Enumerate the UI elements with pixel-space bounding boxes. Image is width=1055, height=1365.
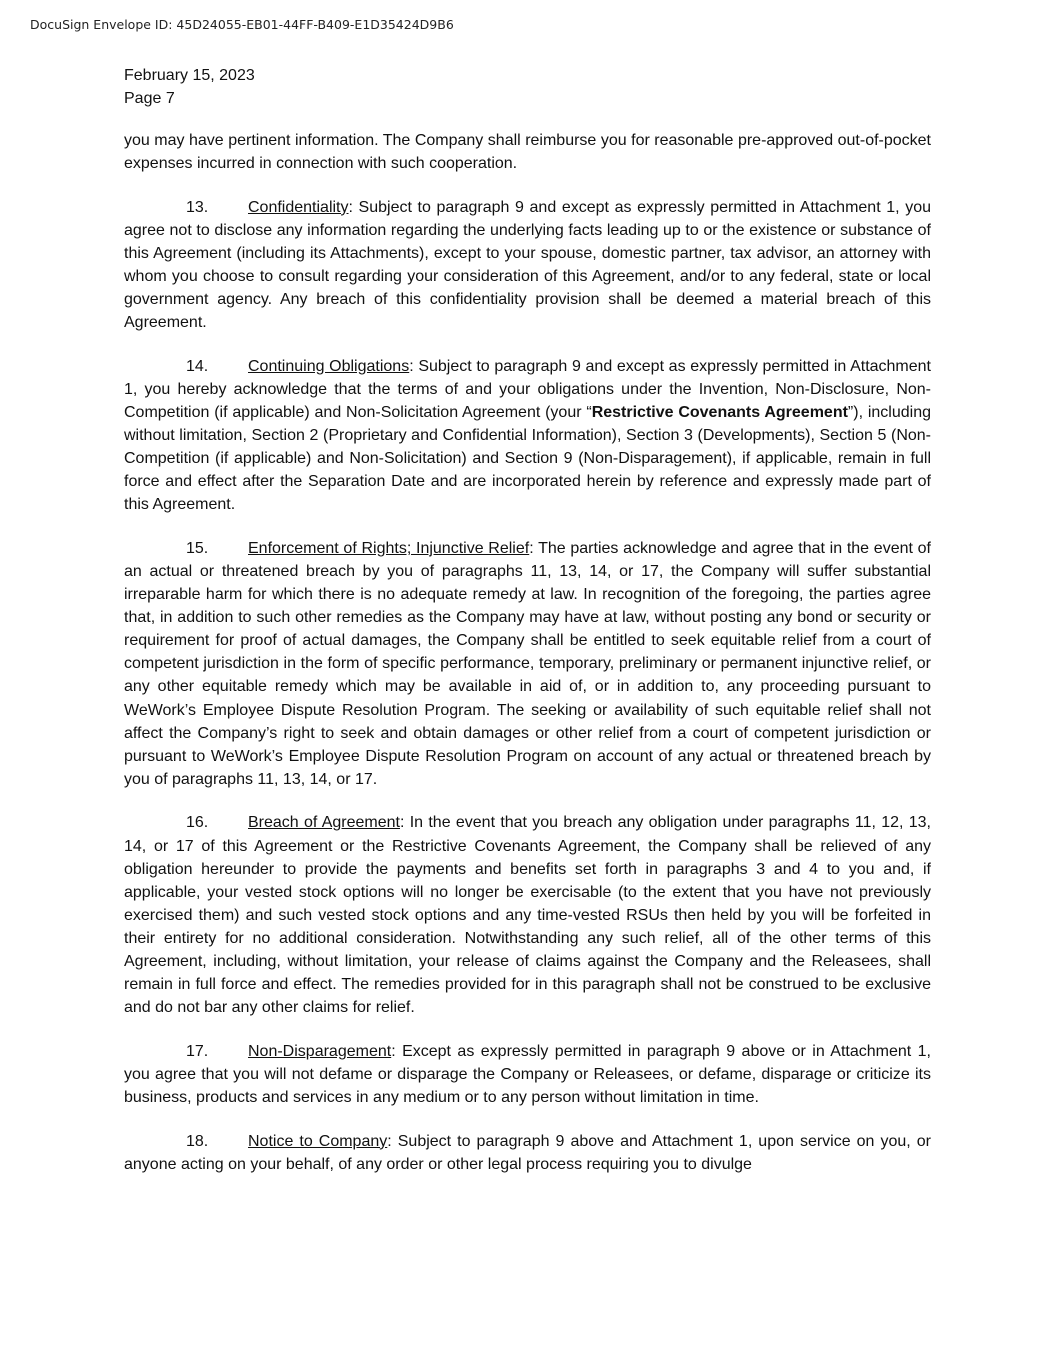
section-number: 17. [186, 1042, 209, 1060]
section-number: 16. [186, 814, 209, 832]
section-17 [124, 1040, 931, 1109]
section-number: 18. [186, 1132, 209, 1150]
section-number: 14. [186, 357, 209, 375]
continued-paragraph: you may have pertinent information. The Company shall reimburse you for reasonable pre-approved out-of-pocket expenses incurred in connection with such cooperation. [124, 132, 931, 173]
section-text: : Subject to paragraph 9 and except as expressly permitted in Attachment 1, you agree not to disclose any information regarding the underlying facts leading up to or the existence or substance of this Agreement (including its Attachments), except to your spouse, domestic partner, tax advisor, an attorney with whom you choose to consult regarding your consideration of this Agreement, and/or to any federal, state or local government agency. Any breach of this confidentiality provision shall be deemed a material breach of this Agreement. [124, 198, 931, 332]
section-number: 13. [186, 198, 209, 216]
section-heading: Notice to Company [248, 1132, 388, 1150]
section-text: : Subject to paragraph 9 and except as expressly permitted in Attachment 1, you hereby acknowledge that the terms of and your obligations under the Invention, Non-Disclosure, Non-Competition (if applicable) and Non-Solicitation Agreement (your “ [124, 357, 932, 421]
page-number: Page 7 [124, 90, 175, 107]
docusign-envelope-id: DocuSign Envelope ID: 45D24055-EB01-44FF-B409-E1D35424D9B6 [30, 17, 454, 32]
section-14 [124, 355, 931, 517]
section-heading: Enforcement of Rights; Injunctive Relief [248, 539, 530, 557]
section-text: : In the event that you breach any obligation under paragraphs 11, 12, 13, 14, or 17 of this Agreement or the Restrictive Covenants Agreement, the Company shall be relieved of any obligation hereunder to provide the payments and benefits set forth in paragraphs 3 and 4 to you and, if applicable, your vested stock options will no longer be exercisable (to the extent that you have not previously exercised them) and such vested stock options and any time-vested RSUs then held by you will be forfeited in their entirety for no additional consideration. Notwithstanding any such relief, all of the other terms of this Agreement, including, without limitation, your release of claims against the Company and the Releasees, shall remain in full force and effect. The remedies provided for in this paragraph shall not be construed to be exclusive and do not bar any other claims for relief. [124, 814, 931, 1017]
section-text: : The parties acknowledge and agree that in the event of an actual or threatened breach by you of paragraphs 11, 13, 14, or 17, the Company will suffer substantial irreparable harm for which there is no adequate remedy at law. In recognition of the foregoing, the parties agree that, in addition to such other remedies as the Company may have at law, without posting any bond or security or requirement for proof of actual damages, the Company shall be entitled to seek equitable relief from a court of competent jurisdiction in the form of specific performance, temporary, preliminary or permanent injunctive relief, or any other equitable remedy which may be available in aid of, or in addition to, any proceeding pursuant to WeWork’s Employee Dispute Resolution Program. The seeking or availability of such equitable relief shall not affect the Company’s right to seek and obtain damages or other relief from a court of competent jurisdiction or pursuant to WeWork’s Employee Dispute Resolution Program on account of any actual or threatened breach by you of paragraphs 11, 13, 14, or 17. [124, 539, 931, 788]
defined-term: Restrictive Covenants Agreement [591, 403, 848, 421]
section-number: 15. [186, 539, 209, 557]
section-13 [124, 196, 931, 335]
section-16 [124, 811, 931, 1019]
section-15 [124, 537, 931, 791]
section-heading: Continuing Obligations [248, 357, 410, 375]
section-text: : Except as expressly permitted in paragraph 9 above or in Attachment 1, you agree that you will not defame or disparage the Company or Releasees, or defame, disparage or criticize its business, products and services in any medium or to any person without limitation in time. [124, 1042, 931, 1106]
section-18 [124, 1130, 931, 1176]
section-heading: Confidentiality [248, 198, 349, 216]
letter-header [124, 64, 255, 110]
section-text: : Subject to paragraph 9 above and Attachment 1, upon service on you, or anyone acting on your behalf, of any order or other legal process requiring you to divulge [124, 1132, 932, 1173]
letter-date: February 15, 2023 [124, 67, 255, 84]
section-text: ”), including without limitation, Section 2 (Proprietary and Confidential Information), Section 3 (Developments), Section 5 (Non-Competition (if applicable) and Non-Solicitation) and Section 9 (Non-Disparagement), if applicable, remain in full force and effect after the Separation Date and are incorporated herein by reference and expressly made part of this Agreement. [124, 403, 931, 514]
section-heading: Breach of Agreement [248, 814, 400, 832]
document-body [124, 129, 931, 1196]
section-heading: Non-Disparagement [248, 1042, 392, 1060]
